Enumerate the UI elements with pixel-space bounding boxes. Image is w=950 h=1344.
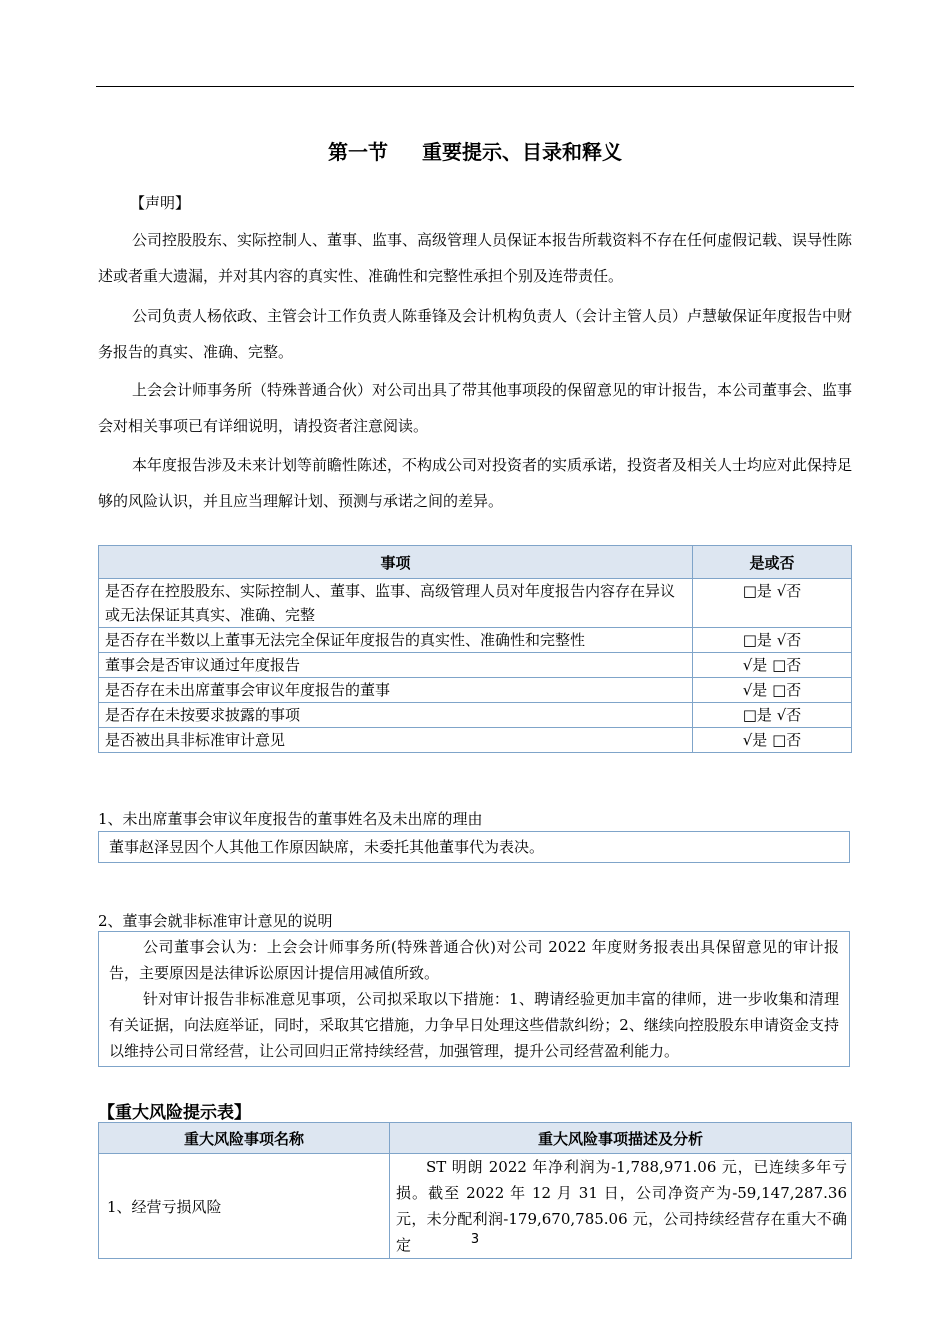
row-answer: √是 □否 (693, 678, 852, 703)
row-item: 是否存在控股股东、实际控制人、董事、监事、高级管理人员对年度报告内容存在异议或无法保证其真实、准确、完整 (99, 579, 693, 628)
table-row (99, 653, 852, 678)
audit-opinion-box (98, 931, 850, 1067)
paragraph-2: 公司负责人杨依政、主管会计工作负责人陈垂锋及会计机构负责人（会计主管人员）卢慧敏保证年度报告中财务报告的真实、准确、完整。 (98, 307, 853, 361)
row-item: 是否被出具非标准审计意见 (99, 728, 693, 753)
row-item: 是否存在未按要求披露的事项 (99, 703, 693, 728)
row-item: 董事会是否审议通过年度报告 (99, 653, 693, 678)
paragraph-4: 本年度报告涉及未来计划等前瞻性陈述，不构成公司对投资者的实质承诺，投资者及相关人士均应对此保持足够的风险认识，并且应当理解计划、预测与承诺之间的差异。 (98, 456, 853, 510)
absent-director-text: 董事赵泽昱因个人其他工作原因缺席，未委托其他董事代为表决。 (109, 838, 545, 856)
audit-opinion-paragraph-1: 公司董事会认为：上会会计师事务所(特殊普通合伙)对公司 2022 年度财务报表出具保留意见的审计报告，主要原因是法律诉讼原因计提信用减值所致。 (109, 938, 839, 982)
table-row (99, 678, 852, 703)
header-item: 事项 (99, 546, 693, 579)
row-answer: □是 √否 (693, 628, 852, 653)
row-answer: √是 □否 (693, 653, 852, 678)
paragraph-3: 上会会计师事务所（特殊普通合伙）对公司出具了带其他事项段的保留意见的审计报告，本公司董事会、监事会对相关事项已有详细说明，请投资者注意阅读。 (98, 381, 853, 435)
table-row (99, 703, 852, 728)
risk-header-name: 重大风险事项名称 (99, 1123, 390, 1154)
confirmation-table (98, 545, 852, 753)
row-answer: □是 √否 (693, 579, 852, 628)
absent-director-box (98, 831, 850, 863)
table-row (99, 728, 852, 753)
risk-name: 1、经营亏损风险 (99, 1154, 390, 1259)
table-row (99, 628, 852, 653)
row-item: 是否存在未出席董事会审议年度报告的董事 (99, 678, 693, 703)
row-answer: □是 √否 (693, 703, 852, 728)
paragraph-1: 公司控股股东、实际控制人、董事、监事、高级管理人员保证本报告所载资料不存在任何虚假记载、误导性陈述或者重大遗漏，并对其内容的真实性、准确性和完整性承担个别及连带责任。 (98, 231, 853, 285)
risk-header-desc: 重大风险事项描述及分析 (390, 1123, 852, 1154)
risk-table-title: 【重大风险提示表】 (98, 1103, 251, 1123)
section-number: 第一节 (328, 140, 388, 164)
risk-header-row (99, 1123, 852, 1154)
audit-opinion-label: 2、董事会就非标准审计意见的说明 (98, 912, 333, 930)
section-title (0, 136, 950, 165)
absent-director-label: 1、未出席董事会审议年度报告的董事姓名及未出席的理由 (98, 810, 483, 828)
table-header-row (99, 546, 852, 579)
row-answer: √是 □否 (693, 728, 852, 753)
header-answer: 是或否 (693, 546, 852, 579)
risk-desc: ST 明朗 2022 年净利润为-1,788,971.06 元，已连续多年亏损。截至 2022 年 12 月 31 日，公司净资产为-59,147,287.36 元，未分配利润-179,670,785.06 元，公司持续经营存在重大不确定 (390, 1154, 852, 1259)
row-item: 是否存在半数以上董事无法完全保证年度报告的真实性、准确性和完整性 (99, 628, 693, 653)
table-row (99, 579, 852, 628)
header-rule (96, 86, 854, 87)
statement-label: 【声明】 (130, 194, 191, 212)
page-number: 3 (470, 1232, 480, 1247)
audit-opinion-paragraph-2: 针对审计报告非标准意见事项，公司拟采取以下措施：1、聘请经验更加丰富的律师，进一步收集和清理有关证据，向法庭举证，同时，采取其它措施，力争早日处理这些借款纠纷；2、继续向控股股东申请资金支持以维持公司日常经营，让公司回归正常持续经营，加强管理，提升公司经营盈利能力。 (109, 990, 839, 1060)
section-name: 重要提示、目录和释义 (422, 140, 622, 164)
